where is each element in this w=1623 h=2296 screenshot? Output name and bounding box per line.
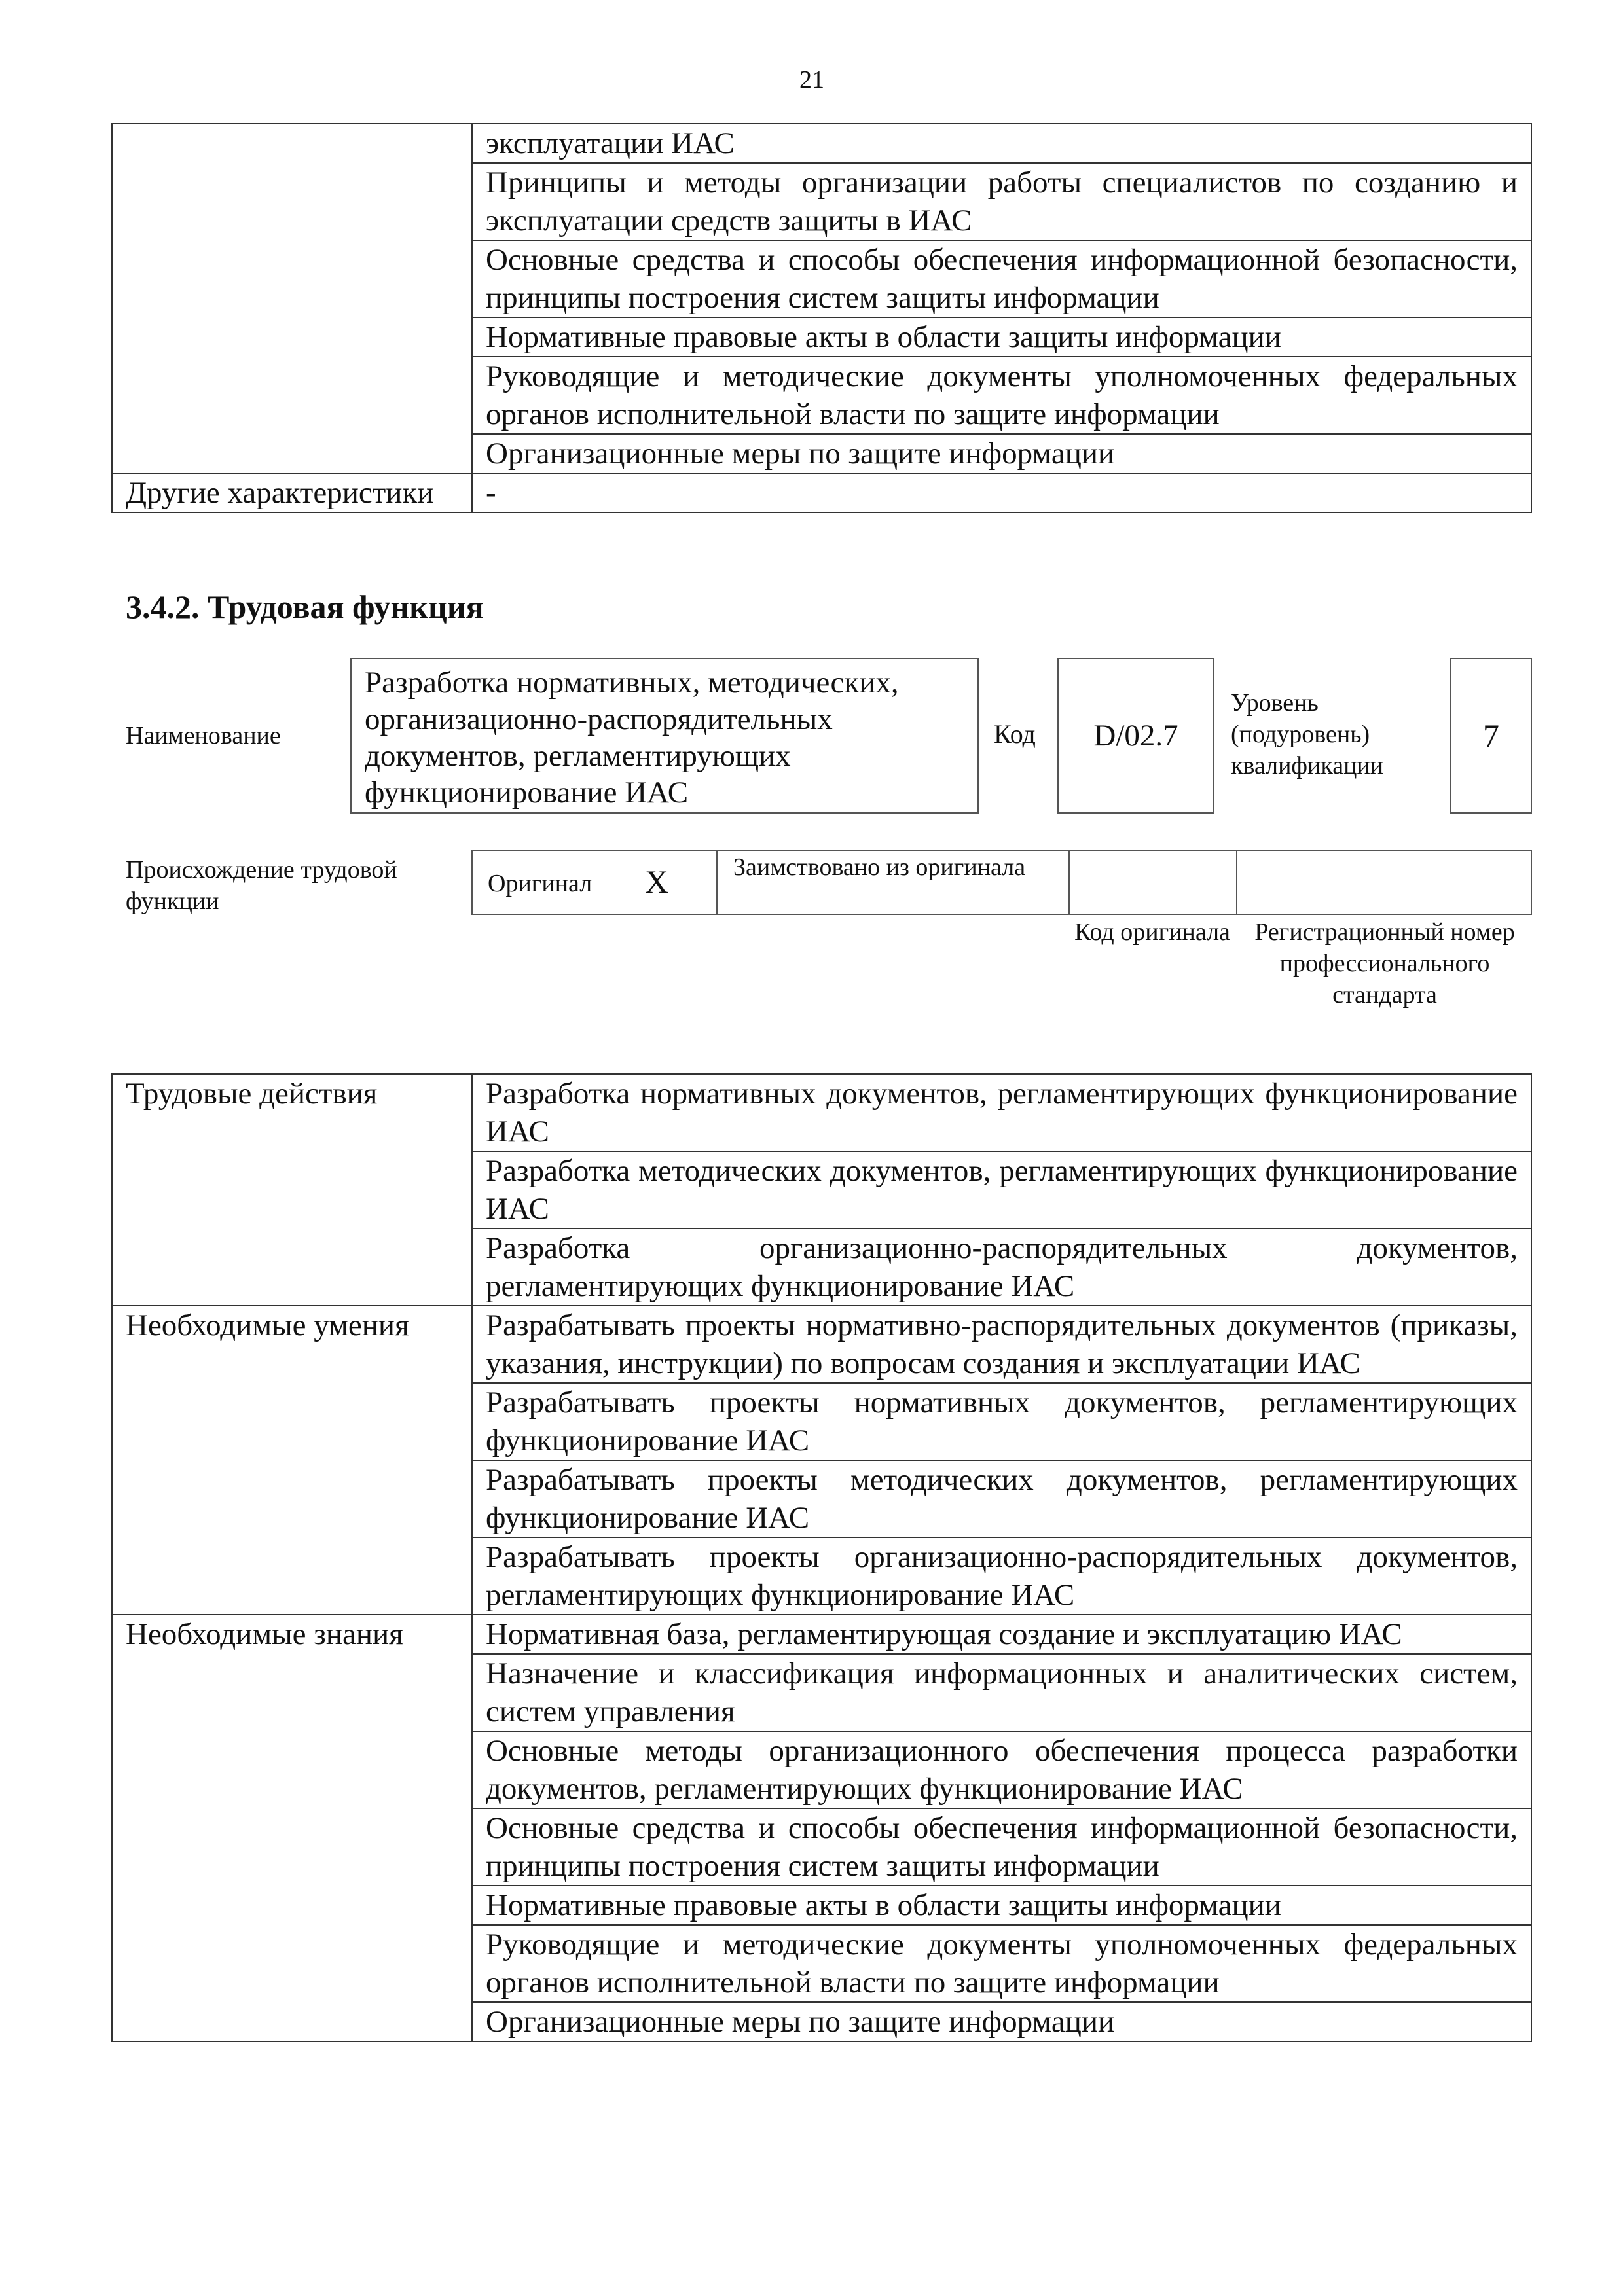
code-label: Код — [994, 719, 1036, 749]
table-row — [112, 473, 1531, 512]
knowledge-item: Руководящие и методические документы уполномоченных федеральных органов исполнительной власти по защите информации — [472, 357, 1531, 434]
skill-item: Разрабатывать проекты организационно-распорядительных документов, регламентирующих функционирование ИАС — [472, 1537, 1531, 1615]
skill-item: Разрабатывать проекты нормативно-распорядительных документов (приказы, указания, инструкции) по вопросам создания и эксплуатации ИАС — [472, 1306, 1531, 1383]
top-knowledge-table — [111, 123, 1532, 513]
function-code-box: D/02.7 — [1057, 658, 1214, 814]
divider — [1236, 850, 1237, 915]
knowledge-item: Основные методы организационного обеспечения процесса разработки документов, регламентирующих функционирование ИАС — [472, 1731, 1531, 1808]
other-characteristics-value: - — [472, 473, 1531, 512]
knowledge-item: Принципы и методы организации работы специалистов по созданию и эксплуатации средств защиты в ИАС — [472, 163, 1531, 240]
level-value-box: 7 — [1450, 658, 1532, 814]
skill-item: Разрабатывать проекты нормативных документов, регламентирующих функционирование ИАС — [472, 1383, 1531, 1460]
name-label: Наименование — [126, 722, 281, 749]
action-item: Разработка методических документов, регламентирующих функционирование ИАС — [472, 1151, 1531, 1229]
function-name-box: Разработка нормативных, методических, организационно-распорядительных документов, регламентирующих функционирование ИАС — [350, 658, 979, 814]
knowledge-item: Нормативная база, регламентирующая создание и эксплуатацию ИАС — [472, 1615, 1531, 1654]
knowledge-item: Основные средства и способы обеспечения информационной безопасности, принципы построения систем защиты информации — [472, 1808, 1531, 1886]
other-characteristics-label: Другие характеристики — [112, 473, 472, 512]
level-label: Уровень (подуровень) квалификации — [1231, 689, 1384, 780]
origin-label: Происхождение трудовой функции — [126, 856, 397, 915]
knowledge-item: эксплуатации ИАС — [472, 124, 1531, 163]
knowledge-item: Нормативные правовые акты в области защиты информации — [472, 317, 1531, 357]
main-function-table — [111, 1073, 1532, 2042]
action-item: Разработка нормативных документов, регламентирующих функционирование ИАС — [472, 1074, 1531, 1151]
code-original-label: Код оригинала — [1074, 918, 1230, 946]
page-number: 21 — [799, 66, 824, 94]
action-item: Разработка организационно-распорядительных документов, регламентирующих функционирование ИАС — [472, 1229, 1531, 1306]
divider — [1068, 850, 1070, 915]
original-label: Оригинал — [488, 870, 593, 897]
empty-label-cell — [112, 124, 472, 473]
original-mark: X — [645, 863, 669, 900]
knowledge-label: Необходимые знания — [112, 1615, 472, 2041]
knowledge-item: Нормативные правовые акты в области защиты информации — [472, 1886, 1531, 1925]
table-row — [112, 1306, 1531, 1383]
section-title: 3.4.2. Трудовая функция — [126, 588, 484, 625]
knowledge-item: Назначение и классификация информационных и аналитических систем, систем управления — [472, 1654, 1531, 1731]
knowledge-item: Организационные меры по защите информации — [472, 434, 1531, 473]
registration-number-label: Регистрационный номер профессионального стандарта — [1254, 918, 1515, 1009]
table-row — [112, 1074, 1531, 1151]
skill-item: Разрабатывать проекты методических документов, регламентирующих функционирование ИАС — [472, 1460, 1531, 1537]
knowledge-item: Руководящие и методические документы уполномоченных федеральных органов исполнительной власти по защите информации — [472, 1925, 1531, 2002]
skills-label: Необходимые умения — [112, 1306, 472, 1615]
knowledge-item: Организационные меры по защите информации — [472, 2002, 1531, 2041]
knowledge-item: Основные средства и способы обеспечения информационной безопасности, принципы построения систем защиты информации — [472, 240, 1531, 317]
table-row — [112, 1615, 1531, 1654]
actions-label: Трудовые действия — [112, 1074, 472, 1306]
borrowed-label: Заимствовано из оригинала — [733, 853, 1026, 881]
table-row — [112, 124, 1531, 163]
